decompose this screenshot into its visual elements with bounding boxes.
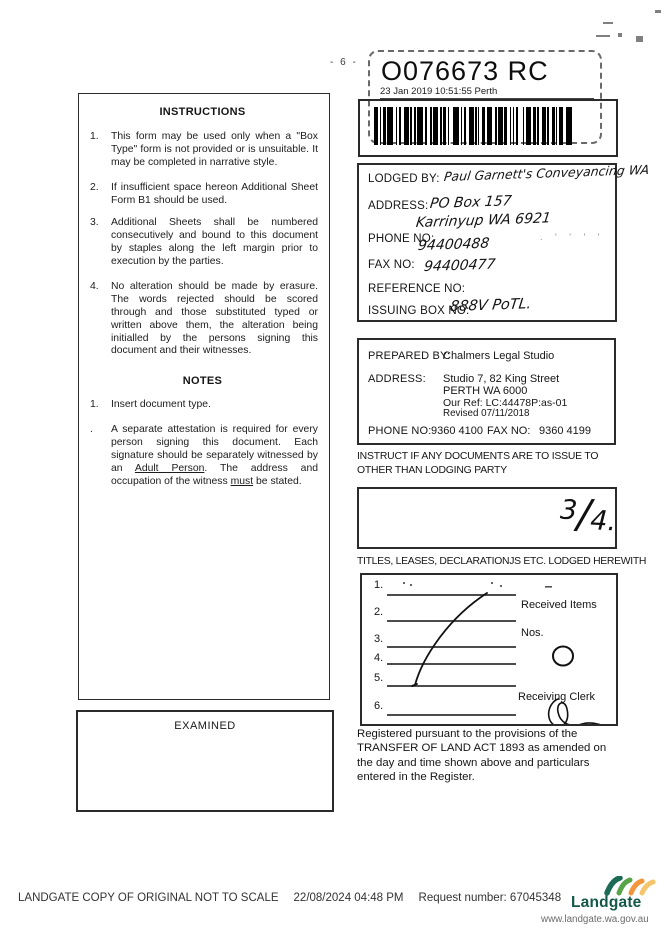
page-number-marker: - 6 - [330, 57, 358, 68]
phone-label: PHONE NO: [368, 233, 435, 245]
handwritten-marks-overlay [362, 575, 616, 724]
barcode-bar [523, 107, 524, 145]
handwritten-three-quarter: 3/4. [559, 491, 617, 539]
barcode-bar [526, 107, 532, 145]
prepared-fax-label: FAX NO: [487, 425, 531, 437]
stamp-receipt-number: O076673 RC [381, 56, 549, 86]
instruction-item [87, 217, 318, 269]
handwritten-issuing-box: 888V PoTL. [449, 296, 533, 316]
barcode-bar [482, 107, 485, 145]
barcode-bar [469, 107, 473, 145]
herewith-item-number: 3. [374, 633, 384, 645]
reference-label: REFERENCE NO: [368, 283, 466, 295]
instruction-item [87, 182, 318, 208]
note-number: 1. [90, 399, 99, 411]
note-text: A separate attestation is required for every person signing this document. Each signature should be separately witnessed by an Adult Person. The address and occupation of the witness must be stated. [111, 424, 319, 487]
barcode [374, 107, 598, 145]
notes-title: NOTES [182, 375, 223, 388]
note-item [87, 399, 318, 412]
barcode-bar [533, 107, 536, 145]
handwritten-fax: 94400477 [423, 256, 497, 276]
note-item [87, 424, 318, 488]
fax-label: FAX NO: [368, 259, 415, 271]
instruction-item [87, 281, 318, 358]
footer-copy-notice: LANDGATE COPY OF ORIGINAL NOT TO SCALE [18, 892, 279, 904]
scan-speck [410, 584, 412, 586]
instruct-notice: INSTRUCT IF ANY DOCUMENTS ARE TO ISSUE TO OTHER THAN LODGING PARTY [357, 451, 599, 476]
footer-datetime: 22/08/2024 04:48 PM [293, 892, 404, 904]
barcode-bar [513, 107, 514, 145]
barcode-bar [542, 107, 546, 145]
barcode-bar [430, 107, 431, 145]
scan-noise-mark [655, 10, 661, 13]
barcode-bar [399, 107, 402, 145]
barcode-bar [516, 107, 519, 145]
prepared-our-ref: Our Ref: LC:44478P:as-01 [443, 397, 568, 409]
barcode-bar [383, 107, 386, 145]
herewith-item-number: 4. [374, 652, 384, 664]
examined-box [76, 710, 334, 812]
scan-speck [491, 582, 493, 584]
barcode-bar [556, 107, 557, 145]
swoosh-stroke [619, 880, 630, 893]
instruction-text: No alteration should be made by erasure. The words rejected should be scored through and those substituted typed or written above them, the alteration being initialled by the persons signing this document and their witnesses. [111, 281, 318, 357]
prepared-by-label: PREPARED BY: [368, 350, 451, 362]
note-text: Insert document type. [111, 399, 211, 411]
barcode-bar [461, 107, 462, 145]
instructions-box [78, 93, 330, 700]
barcode-bar [380, 107, 381, 145]
barcode-bar [404, 107, 408, 145]
footer [18, 892, 561, 904]
barcode-bar [566, 107, 572, 145]
herewith-item-number: 1. [374, 579, 384, 591]
instruction-text: This form may be used only when a "Box Type" form is not provided or is unsuitable. It may be completed in narrative style. [111, 131, 318, 168]
instruction-number: 3. [90, 217, 99, 229]
barcode-bar [414, 107, 415, 145]
instruction-number: 1. [90, 131, 99, 142]
scan-noise-dots: . ' ' ' ' [540, 232, 605, 242]
herewith-item-number: 6. [374, 700, 384, 712]
barcode-bar [510, 107, 511, 145]
prepared-by-box [357, 338, 616, 445]
barcode-bar [537, 107, 538, 145]
instruction-number: 2. [90, 181, 99, 193]
registered-pursuant-text: Registered pursuant to the provisions of the TRANSFER OF LAND ACT 1893 as amended on the day and time shown above and particulars entered in the Register. [357, 728, 607, 784]
prepared-address-label: ADDRESS: [368, 373, 426, 385]
prepared-address-line2: PERTH WA 6000 [443, 385, 528, 397]
barcode-bar [453, 107, 459, 145]
address-label: ADDRESS: [368, 200, 429, 212]
barcode-box [358, 99, 618, 157]
lodged-by-box [357, 161, 651, 322]
scan-speck [500, 585, 502, 587]
barcode-bar [478, 107, 479, 145]
swoosh-stroke [642, 882, 653, 893]
prepared-address-line1: Studio 7, 82 King Street [443, 373, 560, 385]
scan-noise-mark [603, 22, 613, 24]
barcode-bar [448, 107, 449, 145]
landgate-logo-swoosh-icon [604, 876, 656, 896]
handwritten-address-line1: PO Box 157 [429, 193, 513, 213]
instruction-text: If insufficient space hereon Additional Sheet Form B1 should be used. [111, 181, 318, 206]
barcode-bar [433, 107, 437, 145]
titles-lodged-herewith-label: TITLES, LEASES, DECLARATIONJS ETC. LODGED HEREWITH [357, 556, 647, 567]
prepared-phone-label: PHONE NO: [368, 425, 432, 437]
herewith-item-number: 5. [374, 672, 384, 684]
instructions-title: INSTRUCTIONS [159, 106, 246, 118]
prepared-fax-value: 9360 4199 [539, 425, 591, 437]
barcode-bar [475, 107, 476, 145]
stamp-datetime: 23 Jan 2019 10:51:55 Perth [380, 86, 594, 99]
nos-label: Nos. [521, 627, 544, 639]
herewith-item-number: 2. [374, 606, 384, 618]
barcode-bar [547, 107, 548, 145]
footer-request-number: Request number: 67045348 [418, 892, 562, 904]
barcode-bar [498, 107, 502, 145]
prepared-revised: Revised 07/11/2018 [443, 408, 530, 419]
barcode-bar [374, 107, 378, 145]
instruction-text: Additional Sheets shall be numbered consecutively and bound to this document by staples along the left margin prior to execution by the parties. [111, 217, 318, 268]
scan-noise-mark [636, 36, 643, 42]
barcode-bar [417, 107, 423, 145]
prepared-phone-value: 9360 4100 [431, 425, 483, 437]
barcode-bar [487, 107, 493, 145]
prepared-by-value: Chalmers Legal Studio [443, 350, 555, 362]
examined-title: EXAMINED [174, 720, 236, 732]
issuing-box-label: ISSUING BOX NO: [368, 305, 470, 317]
barcode-bar [425, 107, 428, 145]
scan-speck [403, 582, 405, 584]
barcode-bar [410, 107, 411, 145]
receiving-clerk-label: Receiving Clerk [518, 691, 596, 703]
handwritten-phone: 94400488 [417, 235, 491, 255]
instruction-number: 4. [90, 281, 99, 293]
handwritten-address-line2: Karrinyup WA 6921 [415, 210, 552, 232]
lodged-by-label: LODGED BY: [368, 173, 440, 185]
handwritten-zero [553, 647, 573, 666]
receiving-clerk-signature [549, 699, 612, 724]
note-number: . [90, 424, 93, 436]
scan-noise-mark [618, 33, 622, 37]
landgate-logo-text: Landgate [571, 894, 642, 911]
received-items-label: Received Items [521, 599, 597, 611]
barcode-bar [443, 107, 446, 145]
landgate-website: www.landgate.wa.gov.au [541, 914, 649, 925]
barcode-bar [387, 107, 393, 145]
pen-curve [415, 593, 487, 685]
barcode-bar [559, 107, 563, 145]
barcode-bar [552, 107, 555, 145]
scan-noise-mark [596, 35, 610, 37]
handwritten-lodged-by: Paul Garnett's Conveyancing WA [443, 161, 651, 185]
barcode-bar [504, 107, 507, 145]
scan-speck [545, 586, 552, 588]
barcode-bar [440, 107, 441, 145]
lodged-herewith-box [360, 573, 618, 726]
barcode-bar [495, 107, 496, 145]
barcode-bar [396, 107, 397, 145]
barcode-bar [464, 107, 467, 145]
instruction-item [87, 131, 318, 170]
